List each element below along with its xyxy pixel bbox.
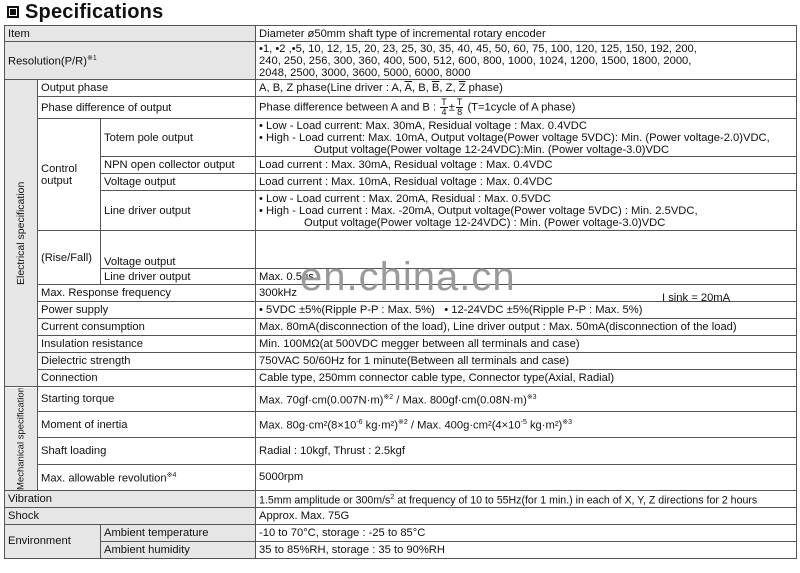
line-driver-value: • Low - Load current : Max. 20mA, Residual : Max. 0.5VDC • High - Load current : Max. -20mA, Output voltage(Power voltage 5VDC) : Min. 2.5VDC, Output voltage(Power voltage 12-24VDC) : Min. (Power voltage-3.0)VDC: [256, 191, 797, 231]
moment-inertia-value: Max. $80g\cdot cm^2(8\times 10^{-6}$ kg·m²)$^{※2}$ / Max. $400g\cdot cm^2(4\times 10^{-5}$ kg·m²)$^{※3}$: [256, 411, 797, 437]
row-connection: [5, 370, 797, 387]
max-frequency-label: Max. Response frequency: [38, 285, 256, 302]
shaft-loading-label: Shaft loading: [38, 438, 256, 464]
resolution-value: •1, •2 ,•5, 10, 12, 15, 20, 23, 25, 30, 35, 40, 45, 50, 60, 75, 100, 120, 125, 150, 192, 200, 240, 250, 256, 300, 360, 400, 500, 512, 600, 800, 1000, 1024, 1200, 1500, 1800, 2000, 2048, 2500, 3000, 3600, 5000, 6000, 8000: [256, 42, 797, 80]
row-current-consumption: [5, 319, 797, 336]
row-ambient-humidity: [5, 541, 797, 558]
connection-value: Cable type, 250mm connector cable type, Connector type(Axial, Radial): [256, 370, 797, 387]
starting-torque-value: Max. $70gf\cdot cm(0.007N\cdot m)^{※2}$ / Max. $800gf\cdot cm(0.08N\cdot m)^{※3}$: [256, 387, 797, 412]
response-line-driver-label: Line driver output: [101, 269, 256, 285]
phase-difference-value: Phase difference between A and B : $\frac{T}{4}$ ± $\frac{T}{8}$ (T=1cycle of A phase): [256, 97, 797, 119]
shock-value: Approx. Max. 75G: [256, 507, 797, 524]
dielectric-label: Dielectric strength: [38, 353, 256, 370]
output-phase-label: Output phase: [38, 80, 256, 97]
shaft-loading-value: Radial : 10kgf, Thrust : 2.5kgf: [256, 438, 797, 464]
phase-difference-label: Phase difference of output: [38, 97, 256, 119]
electrical-group-label: Electrical specification: [5, 80, 38, 387]
starting-torque-label: Starting torque: [38, 387, 256, 412]
ambient-temperature-value: -10 to 70°C, storage : -25 to 85°C: [256, 524, 797, 541]
response-line-driver-value: Max. 0.5μs: [256, 269, 797, 285]
ambient-temperature-label: Ambient temperature: [101, 524, 256, 541]
totem-pole-value: • Low - Load current: Max. 30mA, Residual voltage : Max. 0.4VDC • High - Load current: Max. 10mA, Output voltage(Power voltage 5VDC): Min. (Power voltage-2.0)VDC, Output voltage(Power voltage 12-24VDC):Min. (Power voltage-3.0)VDC: [256, 119, 797, 157]
power-supply-value: • 5VDC ±5%(Ripple P-P : Max. 5%) • 12-24VDC ±5%(Ripple P-P : Max. 5%): [256, 302, 797, 319]
row-voltage-output: [5, 174, 797, 191]
row-shock: [5, 507, 797, 524]
row-shaft-loading: [5, 438, 797, 464]
shock-label: Shock: [5, 507, 256, 524]
watermark: en.china.cn: [300, 255, 516, 299]
output-phase-value: A, B, Z phase(Line driver : A, $\overline{A}$, B, $\overline{B}$, Z, $\overline{Z}$ phase): [256, 80, 797, 97]
dielectric-value: 750VAC 50/60Hz for 1 minute(Between all terminals and case): [256, 353, 797, 370]
power-supply-label: Power supply: [38, 302, 256, 319]
line-driver-label: Line driver output: [101, 191, 256, 231]
row-insulation: [5, 336, 797, 353]
fraction-t-over-4: $\frac{T}{4}$: [441, 97, 447, 117]
row-resolution: [5, 42, 797, 80]
environment-label: Environment: [5, 524, 101, 558]
max-revolution-label: Max. allowable revolution$^{※4}$: [38, 464, 256, 490]
insulation-value: Min. 100MΩ(at 500VDC megger between all terminals and case): [256, 336, 797, 353]
row-power-supply: [5, 302, 797, 319]
insulation-label: Insulation resistance: [38, 336, 256, 353]
fraction-t-over-8: $\frac{T}{8}$: [456, 97, 463, 117]
max-frequency-value: 300kHz: [256, 285, 797, 302]
max-revolution-value: 5000rpm: [256, 464, 797, 490]
vibration-label: Vibration: [5, 490, 256, 507]
item-label: Item: [5, 26, 256, 42]
checkbox-square-icon: [7, 6, 19, 18]
voltage-output-value: Load current : Max. 10mA, Residual voltage : Max. 0.4VDC: [256, 174, 797, 191]
row-npn: [5, 157, 797, 174]
ambient-humidity-label: Ambient humidity: [101, 541, 256, 558]
response-time-label: (Rise/Fall): [38, 231, 101, 285]
mechanical-group-label: Mechanical specification: [5, 387, 38, 491]
npn-value: Load current : Max. 30mA, Residual voltage : Max. 0.4VDC: [256, 157, 797, 174]
connection-label: Connection: [38, 370, 256, 387]
resolution-label: $Resolution(P/R)^{※1}$: [5, 42, 256, 80]
vibration-value: 1.5mm amplitude or $300m/s^2$ at frequency of 10 to 55Hz(for 1 min.) in each of X, Y, Z directions for 2 hours: [256, 490, 797, 507]
item-value: Diameter ø50mm shaft type of incremental rotary encoder: [256, 26, 797, 42]
totem-pole-label: Totem pole output: [101, 119, 256, 157]
ambient-humidity-value: 35 to 85%RH, storage : 35 to 90%RH: [256, 541, 797, 558]
row-item: [5, 26, 797, 42]
page-title: [7, 0, 163, 24]
row-ambient-temperature: [5, 524, 797, 541]
voltage-output-label: Voltage output: [101, 174, 256, 191]
npn-label: NPN open collector output: [101, 157, 256, 174]
row-moment-inertia: [5, 411, 797, 437]
row-totem-pole: [5, 119, 797, 157]
page-title-text: Specifications: [25, 0, 164, 23]
row-phase-difference: [5, 97, 797, 119]
control-output-label: Control output: [38, 119, 101, 231]
moment-inertia-label: Moment of inertia: [38, 411, 256, 437]
row-max-revolution: [5, 464, 797, 490]
row-vibration: [5, 490, 797, 507]
response-voltage-label: Voltage output: [101, 231, 256, 269]
current-consumption-label: Current consumption: [38, 319, 256, 336]
row-output-phase: [5, 80, 797, 97]
isink-note: I sink = 20mA: [662, 292, 731, 304]
row-starting-torque: [5, 387, 797, 412]
row-dielectric: [5, 353, 797, 370]
row-line-driver: [5, 191, 797, 231]
current-consumption-value: Max. 80mA(disconnection of the load), Line driver output : Max. 50mA(disconnection of the load): [256, 319, 797, 336]
